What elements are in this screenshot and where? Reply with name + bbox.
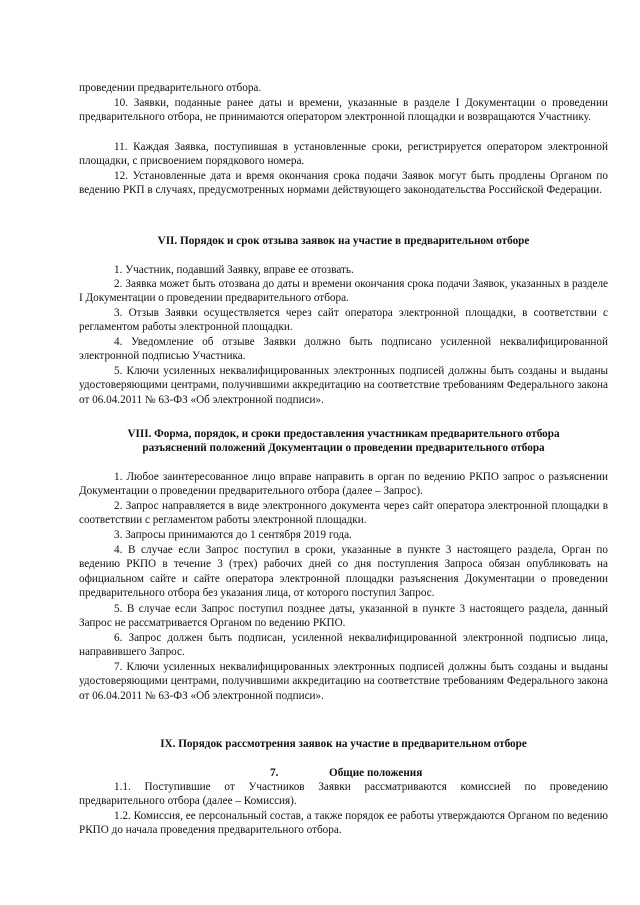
s8-item-1: 1. Любое заинтересованное лицо вправе направить в орган по ведению РКПО запрос о разъяснении Документации о проведении предварительного отбора (далее – Запрос). [79,471,608,498]
section-8-heading-line-2: разъяснений положений Документации о проведении предварительного отбора [142,442,545,454]
paragraph-item-12: 12. Установленные дата и время окончания срока подачи Заявок могут быть продлены Органом по ведению РКП в случаях, предусмотренных нормами действующего законодательства Российской Федерации. [79,170,608,197]
s9-item-1-2: 1.2. Комиссия, ее персональный состав, а также порядок ее работы утверждаются Органом по ведению РКПО до начала проведения предварительного отбора. [79,810,608,837]
subsection-number: 7. [270,767,279,779]
s7-item-5: 5. Ключи усиленных неквалифицированных электронных подписей должны быть созданы и выданы удостоверяющими центрами, получившими аккредитацию на соответствие требованиям Федерального закона от 06.04.2011 № 63-ФЗ «Об электронной подписи». [79,365,608,406]
s7-item-3: 3. Отзыв Заявки осуществляется через сайт оператора электронной площадки, в соответствии с регламентом работы электронной площадки. [79,307,608,334]
section-9-heading: IX. Порядок рассмотрения заявок на участие в предварительном отборе [160,738,527,750]
s7-item-4: 4. Уведомление об отзыве Заявки должно быть подписано усиленной неквалифицированной электронной подписью Участника. [79,336,608,363]
s9-item-1-1: 1.1. Поступившие от Участников Заявки рассматриваются комиссией по проведению предварительного отбора (далее – Комиссия). [79,781,608,808]
s8-item-7: 7. Ключи усиленных неквалифицированных электронных подписей должны быть созданы и выданы удостоверяющими центрами, получившими аккредитацию на соответствие требованиям Федерального закона от 06.04.2011 № 63-ФЗ «Об электронной подписи». [79,661,608,702]
section-8-heading-line-1: VIII. Форма, порядок, и сроки предоставления участникам предварительного отбора [127,428,560,440]
subsection-title: Общие положения [329,767,423,779]
s7-item-2: 2. Заявка может быть отозвана до даты и времени окончания срока подачи Заявок, указанных в разделе I Документации о проведении предварительного отбора. [79,278,608,305]
section-7-heading: VII. Порядок и срок отзыва заявок на участие в предварительном отборе [157,235,530,247]
paragraph-item-11: 11. Каждая Заявка, поступившая в установленные сроки, регистрируется оператором электронной площадки, с присвоением порядкового номера. [79,141,608,168]
s8-item-3: 3. Запросы принимаются до 1 сентября 2019 года. [114,529,352,541]
s8-item-4: 4. В случае если Запрос поступил в сроки, указанные в пункте 3 настоящего раздела, Орган по ведению РКПО в течение 3 (трех) рабочих дней со дня поступления Запроса обязан опубликовать на официальном сайте и сайте оператора электронной площадки разъяснения Документации о проведении предварительного отбора без указания лица, от которого поступил Запрос. [79,544,608,600]
s8-item-5: 5. В случае если Запрос поступил позднее даты, указанной в пункте 3 настоящего раздела, данный Запрос не рассматривается Органом по ведению РКПО. [79,603,608,630]
s8-item-6: 6. Запрос должен быть подписан, усиленной неквалифицированной электронной подписью лица, направившего Запрос. [79,632,608,659]
s7-item-1: 1. Участник, подавший Заявку, вправе ее отозвать. [114,264,354,276]
s8-item-2: 2. Запрос направляется в виде электронного документа через сайт оператора электронной площадки в соответствии с регламентом работы электронной площадки. [79,500,608,527]
paragraph-continuation: проведении предварительного отбора. [79,82,262,94]
paragraph-item-10: 10. Заявки, поданные ранее даты и времени, указанные в разделе I Документации о проведении предварительного отбора, не принимаются оператором электронной площадки и возвращаются Участнику. [79,97,608,124]
